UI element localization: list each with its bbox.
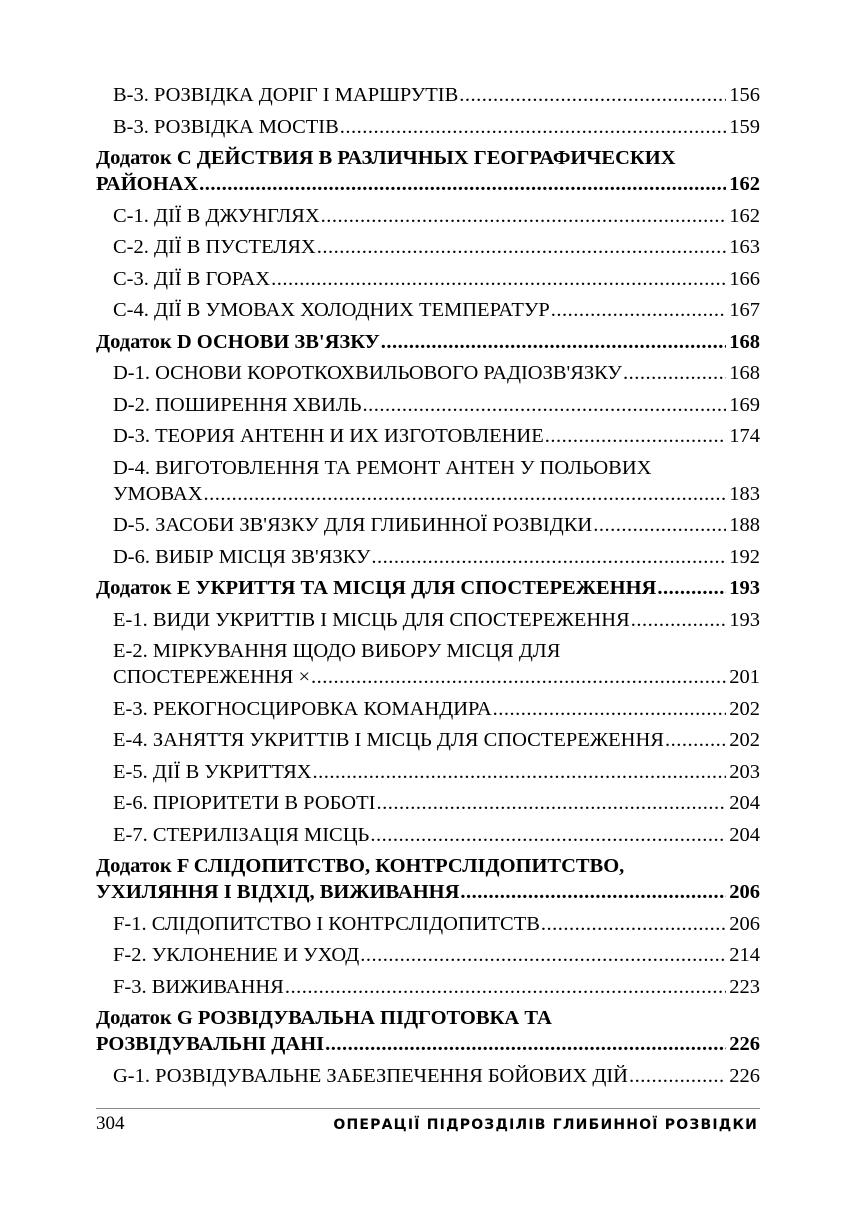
toc-entry-title: Е-3. РЕКОГНОСЦИРОВКА КОМАНДИРА — [113, 697, 492, 720]
dot-leader — [665, 727, 726, 753]
dot-leader — [321, 203, 727, 229]
dot-leader — [459, 82, 726, 108]
toc-page-number: 162 — [729, 173, 760, 195]
toc-page-number: 226 — [729, 1033, 760, 1055]
dot-leader — [371, 544, 726, 570]
toc-entry[interactable] — [113, 638, 760, 690]
toc-entry[interactable] — [113, 203, 760, 229]
toc-page-number: 156 — [729, 84, 760, 106]
toc-entry-title-line1: D-4. ВИГОТОВЛЕННЯ ТА РЕМОНТ АНТЕН У ПОЛЬОВИХ — [113, 456, 652, 479]
toc-entry-title: D-6. ВИБІР МІСЦЯ ЗВ'ЯЗКУ — [113, 545, 371, 568]
toc-entry-title: D-2. ПОШИРЕННЯ ХВИЛЬ — [113, 393, 362, 416]
toc-page-number: 201 — [729, 666, 760, 688]
toc-page-number: 202 — [729, 697, 760, 720]
toc-entry[interactable] — [113, 360, 760, 386]
toc-entry[interactable] — [113, 607, 760, 633]
toc-entry-title: РОЗВІДУВАЛЬНІ ДАНІ — [96, 1033, 325, 1055]
toc-entry[interactable] — [113, 392, 760, 418]
toc-entry-title-line1: Додаток G РОЗВІДУВАЛЬНА ПІДГОТОВКА ТА — [96, 1007, 552, 1029]
toc-entry[interactable] — [113, 974, 760, 1000]
dot-leader — [311, 664, 726, 690]
toc-entry-title: G-1. РОЗВІДУВАЛЬНЕ ЗАБЕЗПЕЧЕННЯ БОЙОВИХ ДІЙ — [113, 1064, 628, 1087]
toc-entry-title: СПОСТЕРЕЖЕННЯ × — [113, 666, 311, 688]
toc-page-number: 159 — [729, 115, 760, 138]
toc-page-number: 204 — [729, 823, 760, 846]
toc-entry[interactable] — [113, 942, 760, 968]
dot-leader — [313, 759, 727, 785]
toc-page-number: 169 — [729, 393, 760, 416]
toc-page-number: 223 — [729, 975, 760, 998]
toc-entry[interactable] — [113, 82, 760, 108]
toc-page-number: 192 — [729, 545, 760, 568]
toc-entry-title-line1: Е-2. МІРКУВАННЯ ЩОДО ВИБОРУ МІСЦЯ ДЛЯ — [113, 640, 561, 662]
toc-page-number: 206 — [729, 912, 760, 935]
dot-leader — [271, 266, 726, 292]
toc-entry-title: С-3. ДІЇ В ГОРАХ — [113, 267, 271, 290]
dot-leader — [204, 481, 727, 507]
dot-leader — [593, 512, 726, 538]
toc-page-number: 204 — [729, 792, 760, 814]
toc-page-number: 162 — [729, 204, 760, 227]
toc-entry[interactable] — [113, 234, 760, 260]
toc-entry[interactable] — [113, 266, 760, 292]
dot-leader — [381, 329, 727, 355]
dot-leader — [199, 171, 726, 197]
dot-leader — [360, 942, 726, 968]
toc-page-number: 168 — [729, 362, 760, 384]
toc-appendix-entry[interactable] — [96, 575, 760, 601]
toc-page-number: 183 — [729, 482, 760, 505]
toc-entry-title: УМОВАХ — [113, 482, 203, 505]
running-book-title: ОПЕРАЦІЇ ПІДРОЗДІЛІВ ГЛИБИННОЇ РОЗВІДКИ — [333, 1117, 758, 1133]
toc-appendix-entry[interactable] — [96, 853, 760, 905]
dot-leader — [551, 297, 726, 323]
dot-leader — [541, 911, 726, 937]
toc-appendix-entry[interactable] — [96, 145, 760, 197]
toc-entry[interactable] — [113, 727, 760, 753]
toc-entry[interactable] — [113, 759, 760, 785]
dot-leader — [363, 392, 727, 418]
toc-page-number: 166 — [729, 267, 760, 290]
toc-entry-title: F-3. ВИЖИВАННЯ — [113, 975, 284, 998]
dot-leader — [460, 879, 726, 905]
toc-entry-title: Е-4. ЗАНЯТТЯ УКРИТТІВ І МІСЦЬ ДЛЯ СПОСТЕРЕЖЕННЯ — [113, 729, 664, 751]
toc-page-number: 163 — [729, 236, 760, 258]
toc-entry-title: РАЙОНАХ — [96, 173, 199, 195]
dot-leader — [657, 575, 726, 601]
toc-page-number: 168 — [729, 330, 760, 353]
page-number: 304 — [96, 1113, 125, 1134]
toc-entry-title: D-1. ОСНОВИ КОРОТКОХВИЛЬОВОГО РАДІОЗВ'ЯЗКУ — [113, 362, 622, 384]
toc-entry[interactable] — [113, 544, 760, 570]
toc-entry[interactable] — [113, 455, 760, 507]
toc-page-number: 167 — [729, 299, 760, 321]
table-of-contents — [96, 82, 760, 1089]
dot-leader — [285, 974, 726, 1000]
toc-entry-title: Е-1. ВИДИ УКРИТТІВ І МІСЦЬ ДЛЯ СПОСТЕРЕЖЕННЯ — [113, 608, 630, 631]
toc-page-number: 214 — [729, 944, 760, 966]
toc-entry-title: D-5. ЗАСОБИ ЗВ'ЯЗКУ ДЛЯ ГЛИБИННОЇ РОЗВІДКИ — [113, 514, 593, 536]
toc-page-number: 203 — [729, 760, 760, 783]
toc-page-number: 188 — [729, 514, 760, 536]
toc-entry[interactable] — [113, 822, 760, 848]
dot-leader — [317, 234, 727, 260]
dot-leader — [629, 1063, 726, 1089]
dot-leader — [623, 360, 726, 386]
toc-entry-title-line1: Додаток F СЛІДОПИТСТВО, КОНТРСЛІДОПИТСТВО, — [96, 855, 625, 877]
toc-entry-title: F-2. УКЛОНЕНИЕ И УХОД — [113, 944, 360, 966]
toc-entry-title: С-1. ДІЇ В ДЖУНГЛЯХ — [113, 204, 320, 227]
toc-page-number: 226 — [729, 1064, 760, 1087]
toc-entry-title: Е-7. СТЕРИЛІЗАЦІЯ МІСЦЬ — [113, 823, 370, 846]
toc-entry-title: С-4. ДІЇ В УМОВАХ ХОЛОДНИХ ТЕМПЕРАТУР — [113, 299, 550, 321]
dot-leader — [370, 822, 726, 848]
toc-entry-title: УХИЛЯННЯ І ВІДХІД, ВИЖИВАННЯ — [96, 881, 460, 903]
toc-page-number: 206 — [729, 881, 760, 903]
toc-entry-title: В-3. РОЗВІДКА ДОРІГ І МАРШРУТІВ — [113, 84, 459, 106]
toc-entry-title: С-2. ДІЇ В ПУСТЕЛЯХ — [113, 236, 316, 258]
toc-entry-title: Додаток D ОСНОВИ ЗВ'ЯЗКУ — [96, 330, 380, 353]
dot-leader — [325, 1031, 726, 1057]
toc-entry[interactable] — [113, 512, 760, 538]
toc-page-number: 193 — [729, 608, 760, 631]
toc-entry-title: Е-6. ПРІОРИТЕТИ В РОБОТІ — [113, 792, 376, 814]
toc-entry[interactable] — [113, 790, 760, 816]
toc-entry-title: Додаток E УКРИТТЯ ТА МІСЦЯ ДЛЯ СПОСТЕРЕЖЕННЯ — [96, 577, 657, 599]
toc-entry-title: Е-5. ДІЇ В УКРИТТЯХ — [113, 760, 312, 783]
toc-entry-title: D-3. ТЕОРИЯ АНТЕНН И ИХ ИЗГОТОВЛЕНИЕ — [113, 425, 544, 447]
page-footer — [96, 1108, 760, 1134]
dot-leader — [545, 423, 726, 449]
dot-leader — [376, 790, 726, 816]
dot-leader — [340, 114, 726, 140]
toc-page-number: 202 — [729, 729, 760, 751]
toc-page-number: 193 — [729, 577, 760, 599]
toc-entry[interactable] — [113, 114, 760, 140]
toc-entry-title: В-3. РОЗВІДКА МОСТІВ — [113, 115, 339, 138]
toc-entry-title-line1: Додаток C ДЕЙСТВИЯ В РАЗЛИЧНЫХ ГЕОГРАФИЧЕСКИХ — [96, 147, 676, 169]
toc-appendix-entry[interactable] — [96, 1005, 760, 1057]
toc-entry-title: F-1. СЛІДОПИТСТВО І КОНТРСЛІДОПИТСТВ — [113, 912, 540, 935]
toc-entry[interactable] — [113, 297, 760, 323]
toc-entry[interactable] — [113, 1063, 760, 1089]
dot-leader — [631, 607, 727, 633]
dot-leader — [493, 696, 727, 722]
toc-entry[interactable] — [113, 423, 760, 449]
toc-entry[interactable] — [113, 911, 760, 937]
toc-entry[interactable] — [113, 696, 760, 722]
toc-page-number: 174 — [729, 425, 760, 447]
toc-appendix-entry[interactable] — [96, 329, 760, 355]
